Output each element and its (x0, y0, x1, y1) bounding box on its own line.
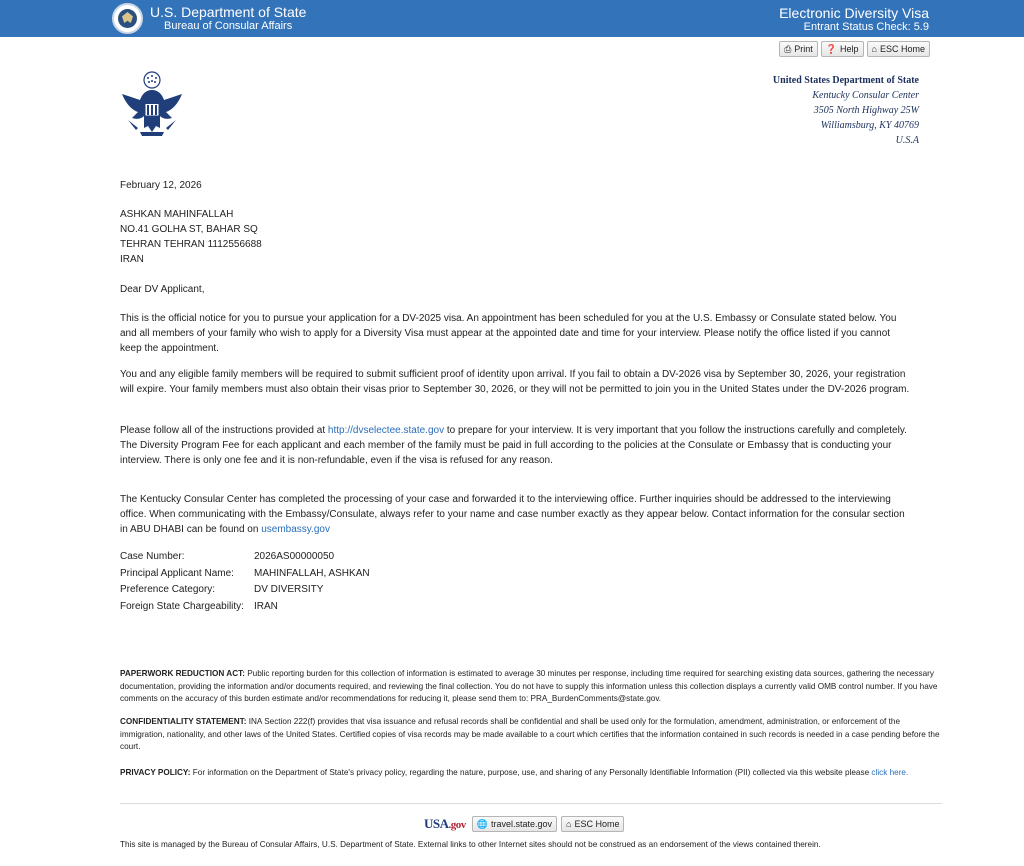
paragraph-3 (120, 423, 910, 468)
app-subtitle: Entrant Status Check: 5.9 (803, 21, 929, 33)
paragraph-4-pre: The Kentucky Consular Center has completed the processing of your case and forwarded it to the interviewing office. Further inquiries should be addressed to the interviewing office. When communicating with the Embassy/Consulate, always refer to your name and case number exactly as they appear below. Contact information for the consular section in ABU DHABI can be found on (120, 494, 905, 535)
printer-icon: ⎙ (784, 43, 792, 54)
confidentiality-statement (120, 716, 942, 754)
case-label: Preference Category: (120, 584, 216, 595)
travel-state-gov-button[interactable] (472, 816, 557, 832)
case-value: IRAN (254, 600, 278, 612)
great-seal-eagle-icon (118, 70, 186, 140)
footer-esc-home-button[interactable] (561, 816, 624, 832)
privacy-policy (120, 767, 942, 780)
conf-title: CONFIDENTIALITY STATEMENT: (120, 717, 247, 726)
address-org: United States Department of State (772, 75, 919, 86)
address-center: Kentucky Consular Center (812, 90, 919, 101)
priv-text: For information on the Department of State's privacy policy, regarding the nature, purpose, use, and sharing of any Personally Identifiable Information (PII) collected via this website please (190, 768, 872, 777)
salutation-text: Dear DV Applicant, (120, 284, 205, 295)
travel-label: travel.state.gov (490, 819, 553, 829)
salutation (120, 282, 910, 297)
priv-title: PRIVACY POLICY: (120, 768, 191, 777)
case-value: DV DIVERSITY (254, 584, 324, 595)
help-label: Help (840, 44, 859, 54)
pra-text: Public reporting burden for this collection of information is estimated to average 30 minutes per response, including time required for searching existing data sources, gathering the necessary documentation, providing the information and/or documents required, and reviewing the final collection. You do not have to supply this information unless this collection displays a currently valid OMB control number. If you have comments on the accuracy of this burden estimate and/or recommendations for reducing it, please send them to: PRA_BurdenComments@state.gov. (120, 669, 938, 703)
footer-esc-home-label: ESC Home (574, 819, 620, 829)
recipient-country: IRAN (120, 254, 144, 265)
esc-home-button[interactable] (867, 41, 930, 57)
paragraph-2-text: You and any eligible family members will be required to submit sufficient proof of identity upon arrival. If you fail to obtain a DV-2026 visa by September 30, 2026, your registration will expire. Your family members must also obtain their visas prior to September 30, 2026, or they will not be permitted to join you in the United States under the DV-2026 program. (120, 369, 910, 395)
case-label: Case Number: (120, 551, 185, 562)
paragraph-4 (120, 492, 910, 537)
paragraph-1 (120, 311, 910, 356)
pra-title: PAPERWORK REDUCTION ACT: (120, 669, 245, 678)
print-button[interactable] (779, 41, 818, 57)
case-label: Principal Applicant Name: (120, 567, 234, 579)
paragraph-3-post: to prepare for your interview. It is very important that you follow the instructions carefully and completely. The Diversity Program Fee for each applicant and each member of the family must be paid in full according to the policies at the Consulate or Embassy that is conducting your interview. There is only one fee and it is non-refundable, even if the visa is refused for any reason. (120, 425, 907, 466)
address-city: Williamsburg, KY 40769 (820, 120, 919, 131)
case-value: 2026AS00000050 (254, 551, 335, 562)
paragraph-1-text: This is the official notice for you to pursue your application for a DV-2025 visa. An appointment has been scheduled for you at the U.S. Embassy or Consulate stated below. You and all members of your family who wish to apply for a Diversity Visa must appear at the appointed date and time for your interview. Please notify the office listed if you cannot keep the appointment. (120, 313, 897, 354)
question-circle-icon: ❓ (825, 43, 838, 54)
case-row (120, 599, 370, 616)
case-value: MAHINFALLAH, ASHKAN (254, 567, 370, 579)
recipient-block (120, 207, 910, 267)
usagov-suffix: .gov (448, 819, 466, 831)
esc-home-label: ESC Home (879, 44, 925, 54)
letter-date (120, 178, 910, 193)
address-street: 3505 North Highway 25W (813, 105, 919, 116)
recipient-line2: TEHRAN TEHRAN 1112556688 (120, 239, 262, 250)
paperwork-reduction-act (120, 668, 942, 706)
state-department-seal-icon (112, 3, 143, 34)
usembassy-link[interactable]: usembassy.gov (261, 524, 330, 535)
address-country: U.S.A (895, 135, 919, 146)
toolbar (779, 41, 930, 57)
bureau-subtitle: Bureau of Consular Affairs (164, 20, 293, 32)
app-title: Electronic Diversity Visa (779, 5, 929, 21)
recipient-line1: NO.41 GOLHA ST, BAHAR SQ (120, 224, 258, 235)
case-label: Foreign State Chargeability: (120, 600, 244, 612)
header-bar (0, 0, 1024, 37)
usagov-main: USA (424, 816, 449, 831)
paragraph-3-pre: Please follow all of the instructions provided at (120, 425, 328, 436)
department-title: U.S. Department of State (150, 4, 307, 20)
home-icon: ⌂ (871, 44, 877, 54)
usagov-logo-link[interactable] (424, 816, 466, 832)
home-icon: ⌂ (566, 819, 572, 829)
case-details (120, 549, 370, 615)
case-row (120, 566, 370, 583)
case-row (120, 582, 370, 599)
footer-note: This site is managed by the Bureau of Consular Affairs, U.S. Department of State. External links to other Internet sites should not be construed as an endorsement of the views contained therein. (120, 840, 821, 849)
help-button[interactable] (821, 41, 864, 57)
date-text: February 12, 2026 (120, 180, 202, 191)
footer-links (424, 816, 624, 832)
case-row (120, 549, 370, 566)
paragraph-2 (120, 367, 910, 397)
footer-divider (120, 803, 942, 804)
privacy-click-here-link[interactable]: click here. (871, 768, 909, 777)
print-label: Print (794, 44, 813, 54)
globe-icon: 🌐 (476, 818, 488, 829)
conf-text: INA Section 222(f) provides that visa issuance and refusal records shall be confidential and shall be used only for the formulation, amendment, administration, or enforcement of the immigration, nationality, and other laws of the United States. Certified copies of visa records may be made available to a court which certifies that the information contained in such records is needed in a case pending before the court. (120, 717, 940, 751)
dvselectee-link[interactable]: http://dvselectee.state.gov (327, 425, 445, 436)
recipient-name: ASHKAN MAHINFALLAH (120, 209, 234, 220)
sender-address (773, 73, 919, 148)
